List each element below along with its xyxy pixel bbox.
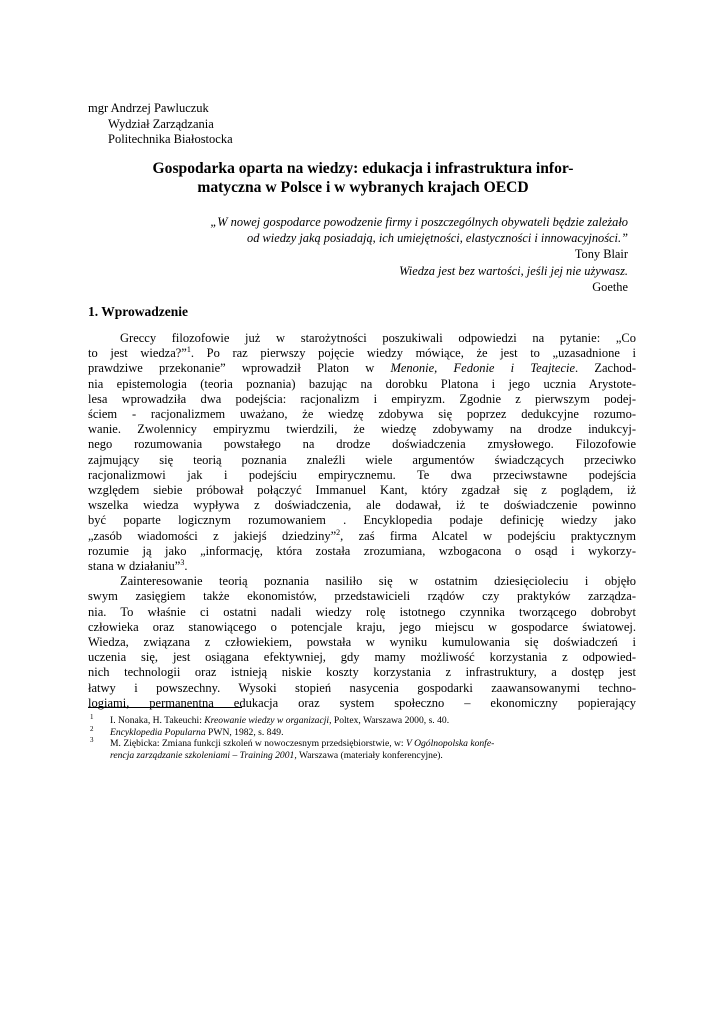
text-line: nia epistemologia (teoria poznania) bazując na dorobku Platona i jego ucznia Arystote- <box>88 376 636 391</box>
paper-title-line: matyczna w Polsce i w wybranych krajach OECD <box>197 178 529 196</box>
footnote-ref[interactable]: 1 <box>186 345 191 355</box>
text-line: to jest wiedza?”$^1$. Po raz pierwszy pojęcie wiedzy mówiące, że jest to „uzasadnione i <box>88 345 636 361</box>
footnote <box>88 715 636 727</box>
author-name: mgr Andrzej Pawluczuk <box>88 101 209 115</box>
footnote <box>88 724 636 739</box>
text-line: rozumie ją jako „informację, która została zrozumiana, wzbogacona o osąd i wykorzy- <box>88 543 636 558</box>
text-line: łatwy i powszechny. Wysoki stopień nasycenia gospodarki zaawansowanymi techno- <box>88 680 636 695</box>
text-line: stana w działaniu”$^3$. <box>88 557 188 574</box>
text-line: nich technologii oraz istnieją niskie koszty korzystania z infrastruktury, a dostęp jest <box>88 665 636 680</box>
footnote-separator <box>88 707 242 708</box>
text-line: lesa wprowadziła dwa podejścia: racjonalizm i empiryzm. Zgodnie z pierwszym podej- <box>88 391 636 406</box>
text-line: nego rozumowania powstałego na drodze doświadczenia zmysłowego. Filozofowie <box>88 437 636 452</box>
text-line: Wiedza, związana z człowiekiem, powstała w wyniku kumulowania się doświadczeń i <box>88 635 636 650</box>
text-line: wanie. Zwolennicy empiryzmu twierdzili, że wiedzę zdobywamy na drodze indukcyj- <box>88 422 636 437</box>
text-line: swym zasięgiem także ekonomistów, przedstawicieli rządów czy praktyków zarządza- <box>88 589 636 604</box>
author-university: Politechnika Białostocka <box>108 132 233 146</box>
epigraph <box>210 214 628 263</box>
author-block <box>88 101 233 148</box>
epigraph-quote-line: Wiedza jest bez wartości, jeśli jej nie używasz. <box>399 264 628 278</box>
epigraph <box>399 263 628 295</box>
paper-title-line: Gospodarka oparta na wiedzy: edukacja i infrastruktura infor- <box>152 160 574 177</box>
text-line: racjonalizmowi jak i podejściu empirycznemu. Te dwa przeciwstawne podejścia <box>88 467 636 482</box>
footnote-number: 2 <box>90 724 94 733</box>
text-line: Zainteresowanie teorią poznania nasiliło się w ostatnim dziesięcioleciu i objęło <box>120 574 636 589</box>
body-text <box>88 331 636 711</box>
footnote-number: 1 <box>90 713 94 721</box>
footnote-number: 3 <box>90 736 94 745</box>
text-line: nia. To właśnie ci ostatni nadali wiedzy rolę istotnego czynnika tworzącego dobrobyt <box>88 604 636 619</box>
paper-title <box>88 160 638 197</box>
footnotes <box>88 715 636 761</box>
text-line: człowieka oraz stanowiącego o potencjale kraju, jego miejscu w gospodarce światowej. <box>88 619 636 634</box>
epigraph-quote-line: od wiedzy jaką posiadają, ich umiejętności, elastyczności i innowacyjności.” <box>247 231 628 246</box>
text-line: logiami, permanentna edukacja oraz system społeczno – ekonomiczny popierający <box>88 695 636 710</box>
text-line: uczenia się, jest osiągana efektywniej, gdy mamy możliwość korzystania z odpowied- <box>88 650 636 665</box>
footnote-ref[interactable]: 2 <box>336 527 341 537</box>
footnote-text: Encyklopedia Popularna PWN, 1982, s. 849. <box>110 726 284 738</box>
footnote-text: M. Ziębicka: Zmiana funkcji szkoleń w nowoczesnym przedsiębiorstwie, w: V Ogólnopolska konfe- <box>110 738 495 750</box>
footnote-ref[interactable]: 3 <box>180 557 185 567</box>
footnote <box>88 738 636 761</box>
text-line: być poparte logicznym rozumowaniem . Encyklopedia podaje definicję wiedzy jako <box>88 513 636 528</box>
text-line: względem siebie próbował połączyć Immanuel Kant, który zgadzał się z poglądem, iż <box>88 483 636 498</box>
text-line: „zasób wiadomości z jakiejś dziedziny”$^2$, zaś firma Alcatel w podejściu praktycznym <box>88 527 636 543</box>
text-line: wszelka wiedza wypływa z doświadczenia, ale dodawał, iż te doświadczenie powinno <box>88 498 636 513</box>
footnote-text: I. Nonaka, H. Takeuchi: Kreowanie wiedzy w organizacji, Poltex, Warszawa 2000, s. 40. <box>110 715 450 726</box>
text-line: prawdziwe przekonanie” wprowadził Platon w Menonie, Fedonie i Teajtecie. Zachod- <box>88 361 636 376</box>
epigraph-author: Tony Blair <box>574 247 628 262</box>
text-line: Greccy filozofowie już w starożytności poszukiwali odpowiedzi na pytanie: „Co <box>120 331 636 345</box>
epigraph-quote-line: „W nowej gospodarce powodzenie firmy i poszczególnych obywateli będzie zależało <box>210 215 628 229</box>
section-heading: 1. Wprowadzenie <box>88 304 189 319</box>
text-line: zajmujący się teorią poznania znaleźli wiele argumentów świadczących przeciwko <box>88 452 636 467</box>
footnote-text: rencja zarządzanie szkoleniami – Training 2001, Warszawa (materiały konferencyjne). <box>110 749 443 761</box>
epigraph-author: Goethe <box>592 280 628 295</box>
author-department: Wydział Zarządzania <box>108 116 214 131</box>
text-line: ściem - racjonalizmem uważano, że wiedzę zdobywa się poprzez dedukcyjne rozumo- <box>88 407 636 422</box>
